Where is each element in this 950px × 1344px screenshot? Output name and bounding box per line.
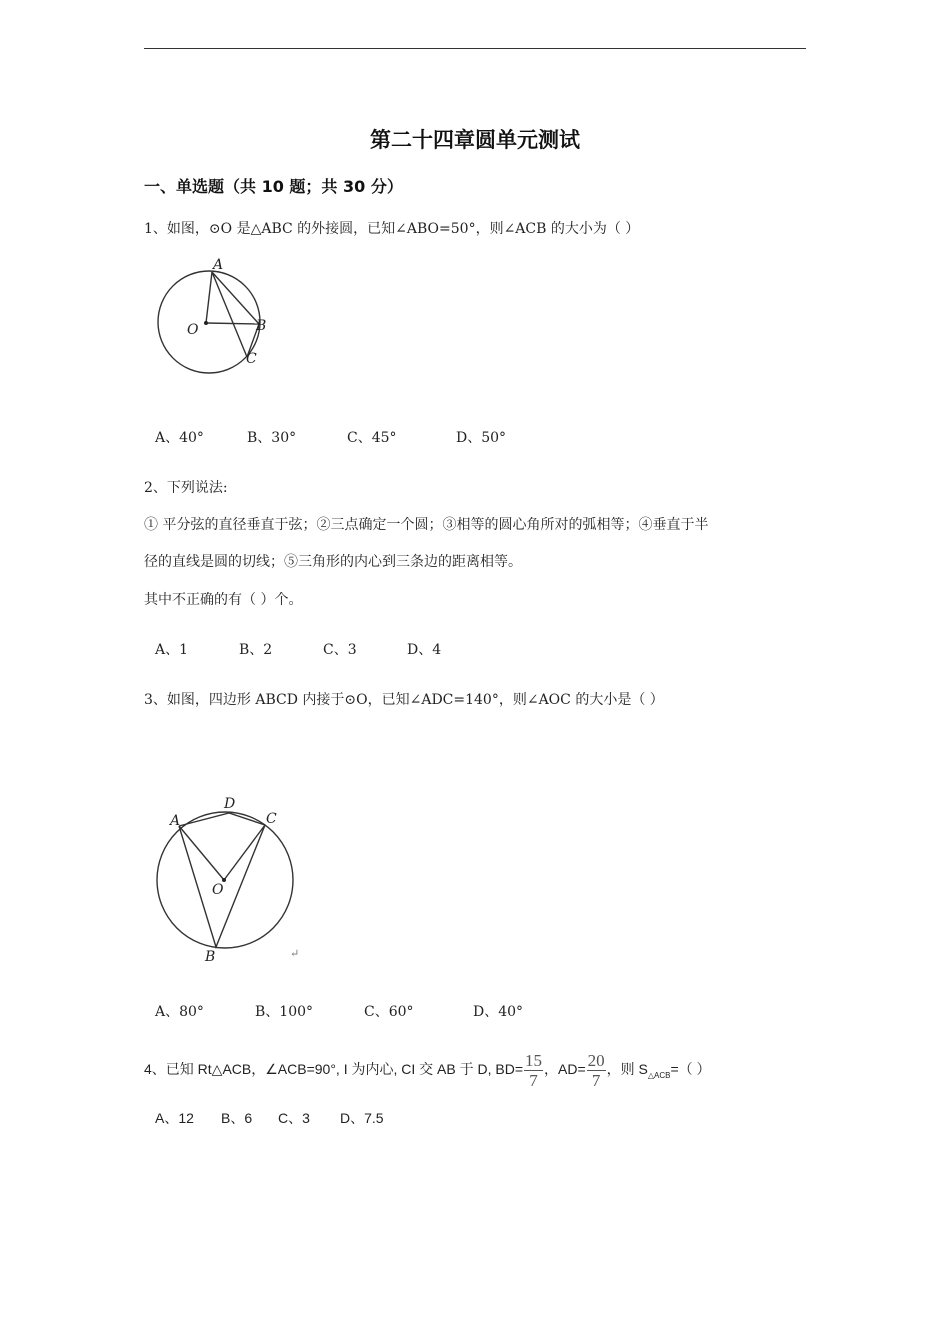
question-1-options (155, 427, 506, 447)
fraction-ad-denominator: 7 (591, 1070, 601, 1090)
option-d[interactable]: D、50° (456, 430, 507, 446)
figure-label-b: B (256, 318, 267, 334)
question-3-figure (150, 790, 310, 970)
option-c[interactable]: C、3 (278, 1110, 310, 1126)
question-2-prompt: 其中不正确的有（ ）个。 (144, 592, 303, 608)
header-rule (144, 48, 806, 49)
option-d[interactable]: D、40° (473, 1004, 524, 1020)
question-4-suffix: ，则 S (606, 1061, 648, 1077)
figure-label-o: O (187, 322, 199, 338)
area-subscript: △ACB (647, 1070, 671, 1080)
question-4-mid: ，AD= (544, 1061, 586, 1077)
question-3-options (155, 1001, 523, 1021)
option-a[interactable]: A、1 (155, 642, 189, 658)
fraction-ad (587, 1052, 606, 1089)
question-1-figure (150, 252, 280, 382)
fraction-bd (524, 1052, 543, 1089)
section-heading: 一、单选题（共 10 题；共 30 分） (144, 177, 403, 196)
question-2-options (155, 639, 441, 659)
option-d[interactable]: D、7.5 (340, 1110, 384, 1126)
figure-label-c: C (246, 351, 257, 367)
question-4-end: =（ ） (670, 1061, 711, 1077)
option-a[interactable]: A、12 (155, 1110, 194, 1126)
figure-label-b: B (205, 949, 216, 965)
question-4-prefix: 4、已知 Rt△ACB，∠ACB=90°, I 为内心, CI 交 AB 于 D, BD= (144, 1061, 523, 1077)
figure-label-c: C (266, 811, 277, 827)
figure-label-d: D (224, 796, 236, 812)
option-c[interactable]: C、45° (347, 430, 397, 446)
fraction-ad-numerator: 20 (587, 1050, 605, 1070)
fraction-bd-numerator: 15 (525, 1050, 542, 1070)
option-b[interactable]: B、6 (221, 1110, 253, 1126)
question-2-statements-line2: 径的直线是圆的切线；⑤三角形的内心到三条边的距离相等。 (144, 554, 522, 570)
fraction-bd-denominator: 7 (529, 1070, 538, 1090)
question-4-options (155, 1108, 384, 1128)
question-2-statements-line1: ① 平分弦的直径垂直于弦；②三点确定一个圆；③相等的圆心角所对的弧相等；④垂直于半 (144, 517, 709, 533)
question-4-text (144, 1045, 711, 1100)
figure-label-o: O (212, 882, 224, 898)
option-b[interactable]: B、2 (239, 642, 273, 658)
option-c[interactable]: C、3 (323, 642, 357, 658)
question-1-text: 1、如图，⊙O 是△ABC 的外接圆，已知∠ABO=50°，则∠ACB 的大小为（ ） (144, 221, 640, 237)
figure-label-a: A (213, 257, 224, 273)
option-c[interactable]: C、60° (364, 1004, 414, 1020)
option-b[interactable]: B、30° (247, 430, 297, 446)
option-b[interactable]: B、100° (255, 1004, 314, 1020)
option-d[interactable]: D、4 (407, 642, 442, 658)
paragraph-mark: ↵ (290, 947, 300, 960)
question-2-text: 2、下列说法: (144, 480, 228, 496)
page-title: 第二十四章圆单元测试 (370, 128, 580, 152)
option-a[interactable]: A、80° (155, 1004, 204, 1020)
option-a[interactable]: A、40° (155, 430, 204, 446)
question-3-text: 3、如图，四边形 ABCD 内接于⊙O，已知∠ADC=140°，则∠AOC 的大小是（ ） (144, 692, 664, 708)
figure-label-a: A (170, 813, 181, 829)
